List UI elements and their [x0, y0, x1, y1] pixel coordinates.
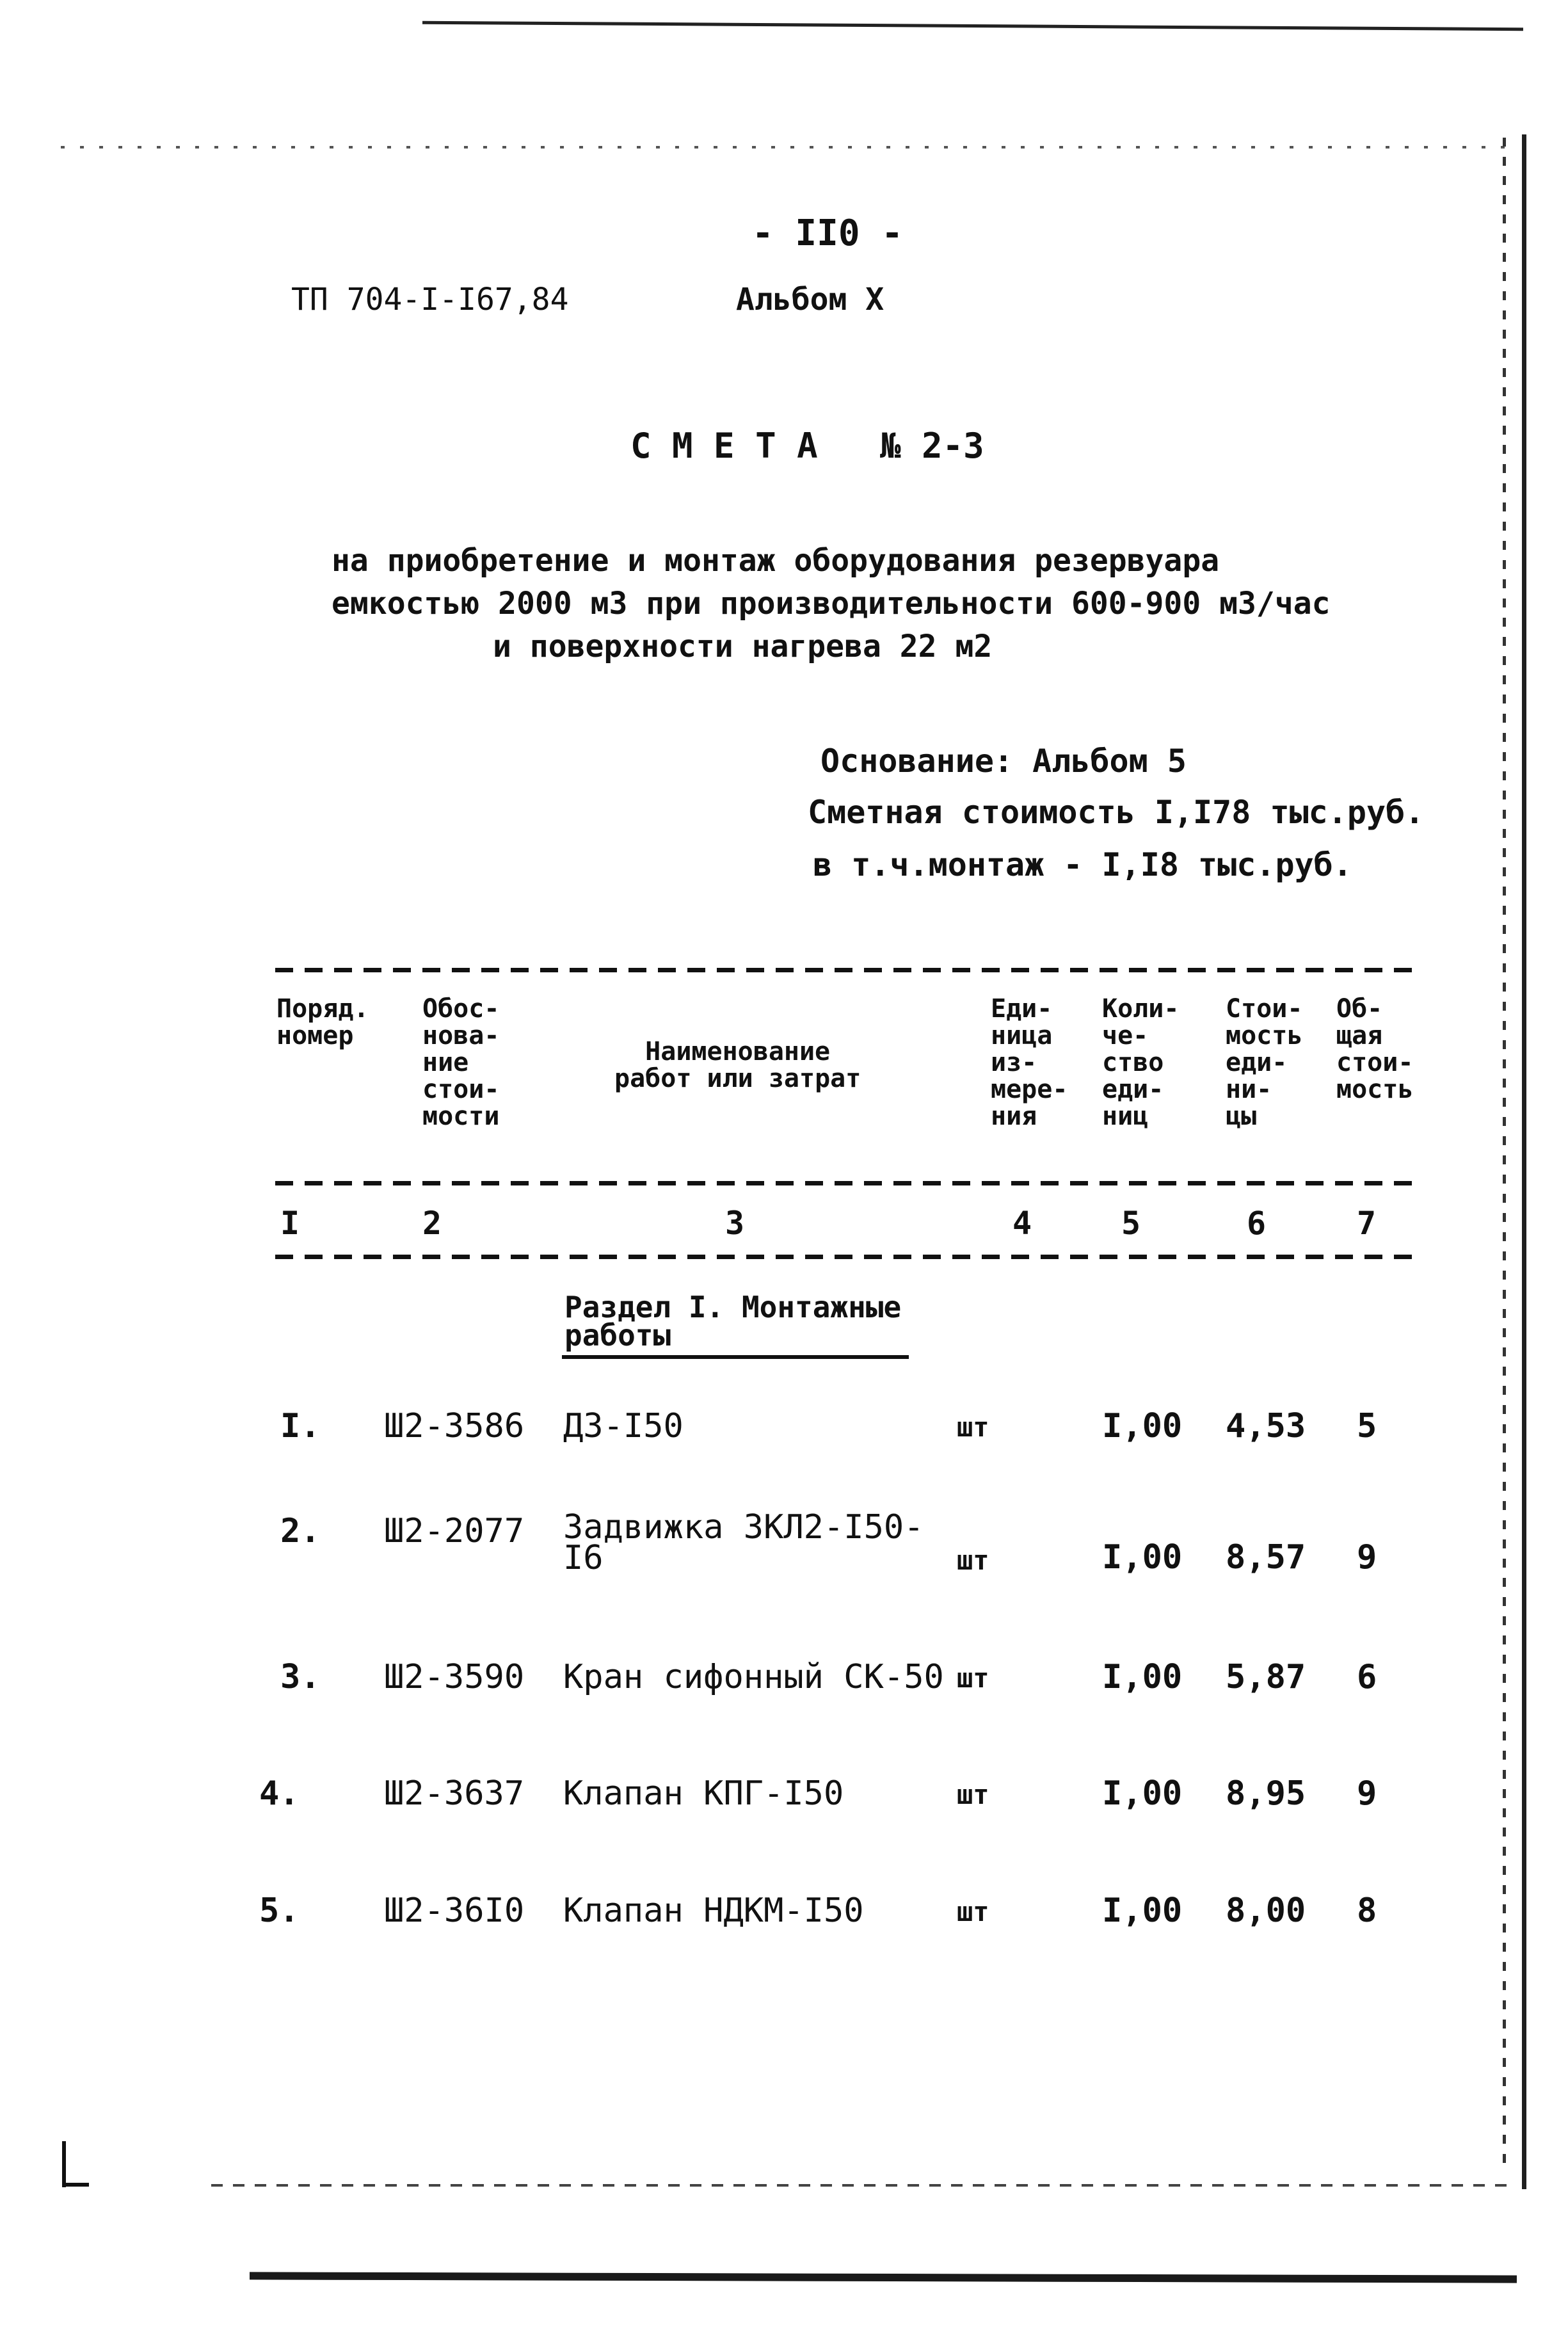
row-3-number: 3.	[280, 1658, 321, 1696]
row-2-quantity: I,00	[1102, 1538, 1183, 1577]
row-1-unit: шт	[957, 1411, 989, 1443]
column-number-5: 5	[1121, 1205, 1141, 1242]
row-5-quantity: I,00	[1102, 1892, 1183, 1930]
column-header-work-name: Наименование работ или затрат	[614, 1037, 861, 1093]
column-number-3: 3	[725, 1205, 745, 1242]
top-border-line	[422, 21, 1523, 31]
row-4-total: 9	[1357, 1774, 1377, 1813]
table-header-rule	[275, 1181, 1421, 1185]
title-line-1: на приобретение и монтаж оборудования резервуара	[332, 543, 1220, 579]
row-1-code: Ш2-3586	[384, 1407, 525, 1445]
column-number-1: I	[280, 1205, 300, 1242]
row-3-code: Ш2-3590	[384, 1658, 525, 1696]
row-4-number: 4.	[259, 1774, 300, 1813]
row-3-total: 6	[1357, 1658, 1377, 1696]
column-number-4: 4	[1012, 1205, 1032, 1242]
column-header-unit-cost: Стои- мость еди- ни- цы	[1226, 994, 1303, 1131]
document-title: С М Е Т А № 2-3	[630, 426, 984, 466]
row-3-unit: шт	[957, 1662, 989, 1694]
row-5-unit-cost: 8,00	[1226, 1892, 1306, 1930]
row-5-total: 8	[1357, 1892, 1377, 1930]
row-1-number: I.	[280, 1407, 321, 1445]
page-number: - II0 -	[752, 213, 904, 254]
row-3-unit-cost: 5,87	[1226, 1658, 1306, 1696]
right-border-line	[1522, 134, 1526, 2189]
section-title-underline	[562, 1355, 909, 1359]
title-line-3: и поверхности нагрева 22 м2	[493, 629, 993, 664]
title-line-2: емкостью 2000 м3 при производительности 600-900 м3/час	[332, 586, 1331, 622]
row-2-number: 2.	[280, 1512, 321, 1550]
bottom-dotted-line	[211, 2184, 1517, 2187]
row-2-unit: шт	[957, 1545, 989, 1576]
project-code: ТП 704-I-I67,84	[291, 282, 569, 317]
table-numbering-rule	[275, 1255, 1421, 1259]
row-4-quantity: I,00	[1102, 1774, 1183, 1813]
column-number-2: 2	[422, 1205, 442, 1242]
right-dashed-line	[1503, 138, 1506, 2173]
table-top-rule	[275, 968, 1421, 972]
column-header-order-number: Поряд. номер	[276, 994, 369, 1050]
row-4-unit-cost: 8,95	[1226, 1774, 1306, 1813]
column-header-unit: Еди- ница из- мере- ния	[991, 994, 1068, 1131]
column-header-total-cost: Об- щая стои- мость	[1336, 994, 1414, 1104]
installation-cost-line: в т.ч.монтаж - I,I8 тыс.руб.	[813, 846, 1352, 883]
row-3-name: Кран сифонный СК-50	[563, 1658, 944, 1696]
column-header-quantity: Коли- че- ство еди- ниц	[1102, 994, 1180, 1131]
row-1-unit-cost: 4,53	[1226, 1407, 1306, 1445]
basis-line: Основание: Альбом 5	[820, 743, 1187, 780]
album-label: Альбом X	[736, 282, 884, 317]
row-4-name: Клапан КПГ-I50	[563, 1774, 844, 1813]
estimated-cost-line: Сметная стоимость I,I78 тыс.руб.	[808, 794, 1425, 831]
row-2-unit-cost: 8,57	[1226, 1538, 1306, 1577]
row-1-name: ДЗ-I50	[563, 1407, 684, 1445]
corner-mark-vertical	[62, 2141, 66, 2187]
row-4-unit: шт	[957, 1779, 989, 1810]
row-2-code: Ш2-2077	[384, 1512, 525, 1550]
column-number-7: 7	[1357, 1205, 1377, 1242]
top-dotted-line	[61, 146, 1520, 149]
column-header-cost-basis: Обос- нова- ние стои- мости	[422, 994, 500, 1131]
row-2-name: Задвижка ЗКЛ2-I50- I6	[563, 1508, 924, 1577]
row-5-unit: шт	[957, 1896, 989, 1927]
row-1-total: 5	[1357, 1407, 1377, 1445]
row-3-quantity: I,00	[1102, 1658, 1183, 1696]
row-1-quantity: I,00	[1102, 1407, 1183, 1445]
corner-mark-horizontal	[62, 2183, 89, 2187]
row-5-code: Ш2-36I0	[384, 1892, 525, 1930]
row-5-number: 5.	[259, 1892, 300, 1930]
section-title: Раздел I. Монтажные работы	[564, 1290, 902, 1353]
column-number-6: 6	[1247, 1205, 1267, 1242]
row-4-code: Ш2-3637	[384, 1774, 525, 1813]
bottom-border-line	[250, 2272, 1517, 2283]
row-5-name: Клапан НДКМ-I50	[563, 1892, 864, 1930]
row-2-total: 9	[1357, 1538, 1377, 1577]
